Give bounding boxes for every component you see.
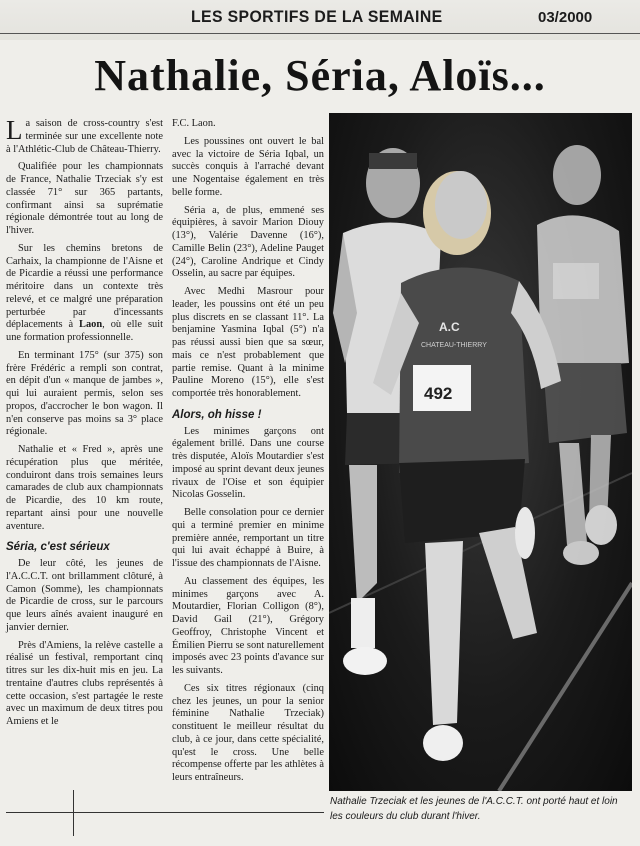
paragraph: Avec Medhi Masrour pour leader, les poussins ont été un peu plus discrets en se classant 11°. La benjamine Yasmina Iqbal (5°) n'a pas réussi aussi bien que sa sœur, mais ce n'est probablement que partie remise. Quant à la minime Pauline Moreno (15°), elle s'est comportée très honorablement. bbox=[172, 286, 324, 399]
paragraph: En terminant 175° (sur 375) son frère Frédéric a rempli son contrat, en dépit d'un « manque de jambes », qui lui auraient permis, selon ses propos, d'accrocher le bon wagon. Il n'en conserve pas moins sa 3° place régionale. bbox=[6, 349, 163, 438]
article-column-2 bbox=[172, 118, 324, 790]
paragraph bbox=[6, 115, 163, 156]
paragraph: De leur côté, les jeunes de l'A.C.C.T. ont brillamment clôturé, à Camon (Somme), les championnats de Picardie de cross, sur le parcours que leurs aînés avaient inauguré en janvier dernier. bbox=[6, 558, 163, 633]
subheading: Alors, oh hisse ! bbox=[172, 408, 262, 421]
subheading: Séria, c'est sérieux bbox=[6, 541, 110, 554]
cut-mark-horizontal bbox=[6, 812, 324, 813]
paragraph-text: Sur les chemins bretons de Carhaix, la championne de l'Aisne et de Picardie a réussi une performance méritoire dans un contexte très relevé, et ce malgré une préparation perturbée par d'incessants déplacements à bbox=[6, 242, 163, 331]
paragraph bbox=[6, 243, 163, 345]
jersey-subtext: CHATEAU-THIERRY bbox=[421, 342, 487, 349]
paragraph-text: a saison de cross-country s'est terminée sur une excellente note à l'Athlétic-Club de Château-Thierry. bbox=[6, 118, 163, 155]
headline: Nathalie, Séria, Aloïs... bbox=[94, 51, 546, 100]
cut-mark-vertical bbox=[73, 790, 74, 836]
header-rule bbox=[0, 33, 640, 34]
paragraph-text: , où elle suit une formation professionnelle. bbox=[6, 319, 163, 343]
paragraph: Séria a, de plus, emmené ses équipières, à savoir Marion Diouy (13°), Valérie Davenne (16°), Camille Belin (23°), Adeline Pauget (24°), Caroline Andrique et Cindy Osselin, au sacre par équipes. bbox=[172, 204, 324, 280]
paragraph: Les poussines ont ouvert le bal avec la victoire de Séria Iqbal, un succès conquis à l'arraché devant une Nogentaise également en très belle forme. bbox=[172, 135, 324, 198]
bold-place: Laon bbox=[79, 319, 103, 331]
section-rubric: LES SPORTIFS DE LA SEMAINE bbox=[191, 7, 443, 26]
paragraph: Nathalie et « Fred », après une récupération plus que méritée, conduiront dans trois semaines leurs camarades de club aux championnats de Picardie, des 10 km route, repartant ainsi pour une nouvelle aventure. bbox=[6, 444, 163, 532]
article-column-1 bbox=[6, 115, 163, 734]
race-photo bbox=[329, 113, 632, 791]
paragraph: F.C. Laon. bbox=[172, 118, 216, 129]
paragraph: Les minimes garçons ont également brillé. Dans une course très disputée, Aloïs Moutardier s'est imposé au sprint devant deux jeunes rivaux de l'Oise et son équipier Nicolas Gosselin. bbox=[172, 425, 324, 501]
bib-number: 492 bbox=[424, 384, 453, 403]
paragraph: Ces six titres régionaux (cinq chez les jeunes, un pour la senior féminine Nathalie Trzeciak) constituent le meilleur résultat du club, à ce jour, dans cette spécialité, qu'est le cross. Une belle récompense offerte par les athlètes à leurs entraîneurs. bbox=[172, 682, 324, 783]
jersey-text: A.C bbox=[439, 320, 460, 334]
paragraph: Qualifiée pour les championnats de France, Nathalie Trzeciak s'y est classée 71° sur 365 partants, confirmant ainsi sa suprématie régionale démontrée tout au long de l'hiver. bbox=[6, 161, 163, 236]
runners-illustration bbox=[329, 113, 632, 791]
issue-date: 03/2000 bbox=[538, 9, 593, 26]
paragraph: Au classement des équipes, les minimes garçons avec A. Moutardier, Florian Colligon (8°), David Gail (21°), Grégory Geoffroy, Christophe Vincent et Émilien Pierru se sont naturellement imposés avec 23 points d'avance sur les suivants. bbox=[172, 575, 324, 676]
drop-cap: L bbox=[6, 115, 23, 145]
photo-caption: Nathalie Trzeciak et les jeunes de l'A.C.C.T. ont porté haut et loin les couleurs du club durant l'hiver. bbox=[330, 796, 618, 822]
paragraph: Près d'Amiens, la relève castelle a réalisé un festival, remportant cinq titres sur les dix-huit mis en jeu. La trentaine d'autres clubs représentés à cette occasion, s'est partagée le reste avec un maximum de deux titres pou Amiens et le bbox=[6, 639, 163, 727]
paragraph: Belle consolation pour ce dernier qui a terminé premier en minime première année, remportant un titre qui lui avait échappé à Buire, à l'issue des championnats de l'Aisne. bbox=[172, 507, 324, 569]
